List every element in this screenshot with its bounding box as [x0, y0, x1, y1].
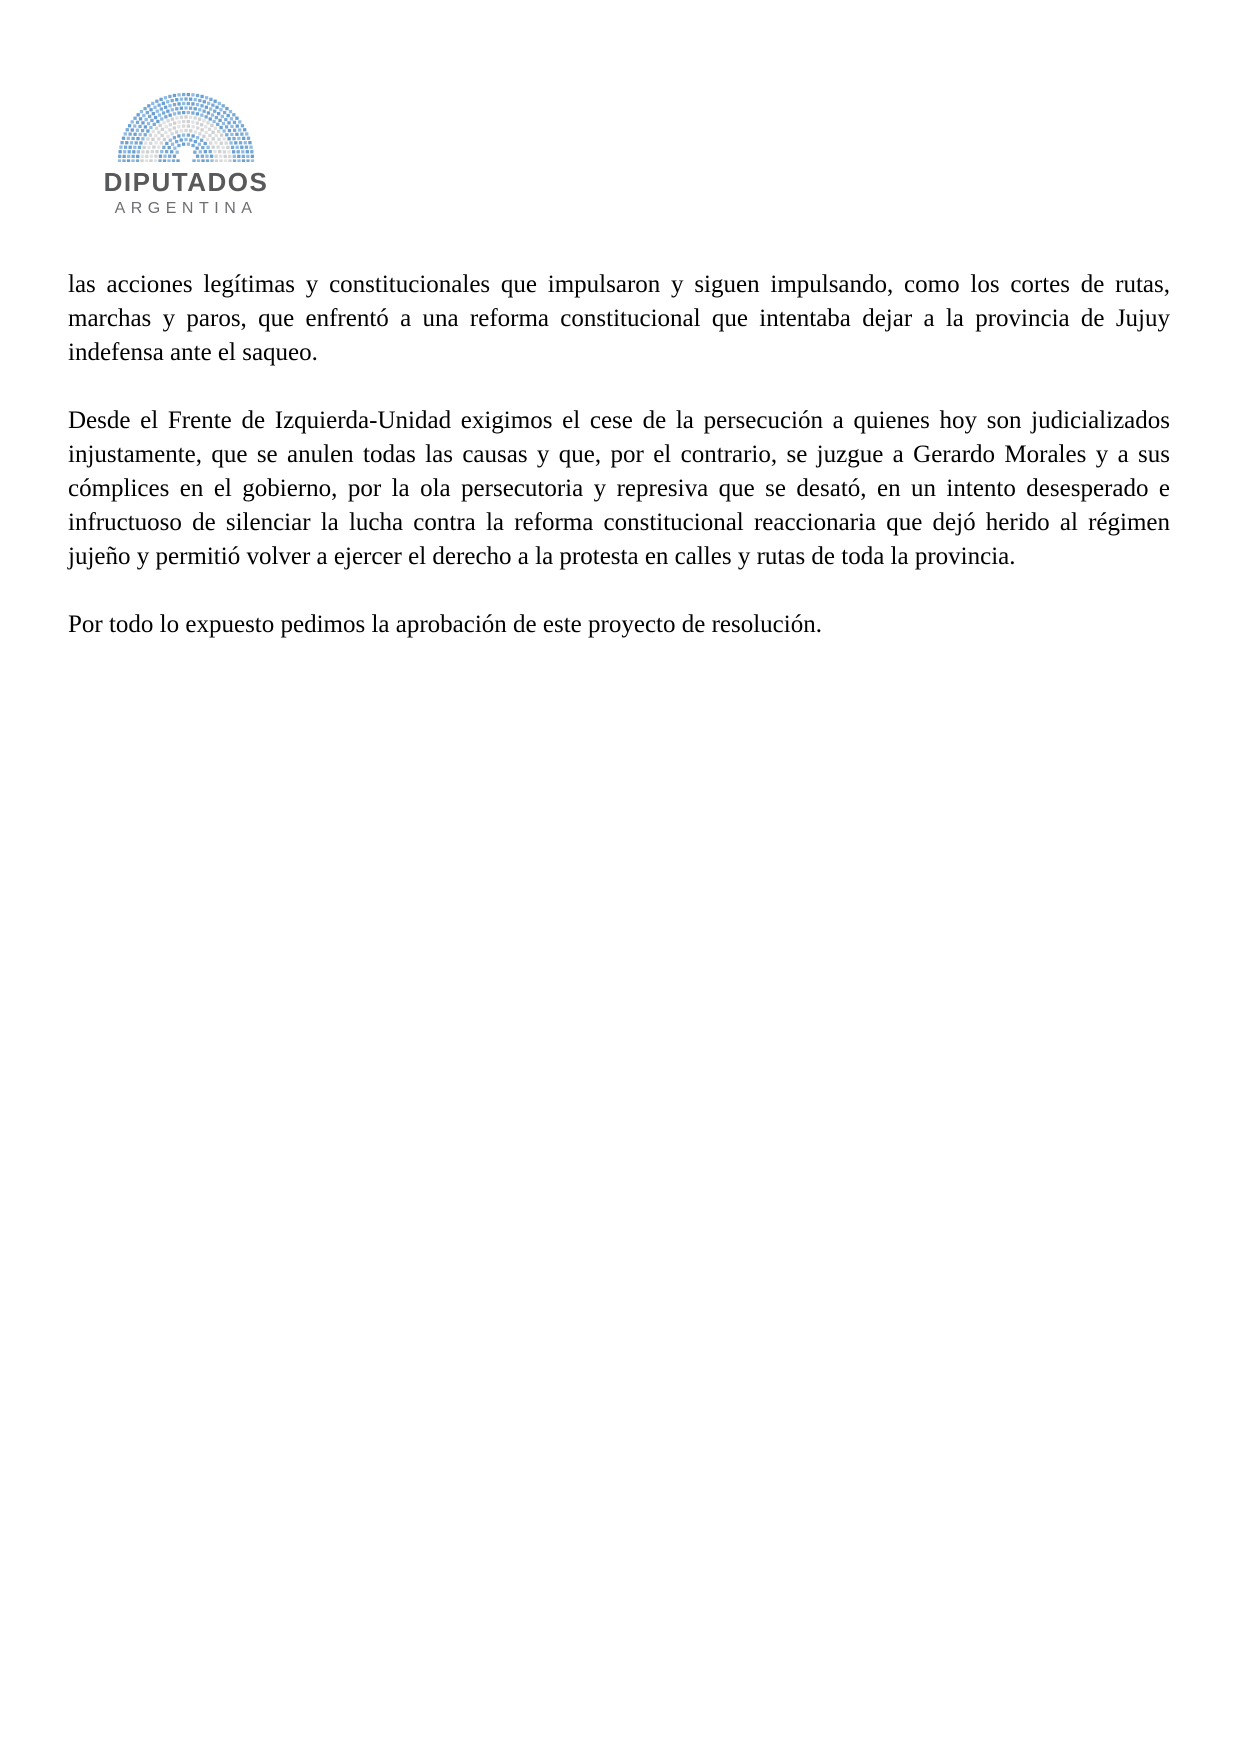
hemicycle-logo-icon [115, 90, 257, 162]
body-paragraph: las acciones legítimas y constitucionales que impulsaron y siguen impulsando, como los cortes de rutas, marchas y paros, que enfrentó a una reforma constitucional que intentaba dejar a la provincia de Jujuy indefensa ante el saqueo. [68, 271, 1170, 366]
logo-subtitle: ARGENTINA [114, 200, 258, 217]
body-paragraph: Desde el Frente de Izquierda-Unidad exigimos el cese de la persecución a quienes hoy son judicializados injustamente, que se anulen todas las causas y que, por el contrario, se juzgue a Gerardo Morales y a sus cómplices en el gobierno, por la ola persecutoria y represiva que se desató, en un intento desesperado e infructuoso de silenciar la lucha contra la reforma constitucional reaccionaria que dejó herido al régimen jujeño y permitió volver a ejercer el derecho a la protesta en calles y rutas de toda la provincia. [68, 407, 1170, 570]
body-paragraph: Por todo lo expuesto pedimos la aprobación de este proyecto de resolución. [68, 611, 822, 638]
document-body [68, 268, 1170, 676]
diputados-logo [97, 90, 275, 217]
logo-title: DIPUTADOS [103, 167, 269, 197]
